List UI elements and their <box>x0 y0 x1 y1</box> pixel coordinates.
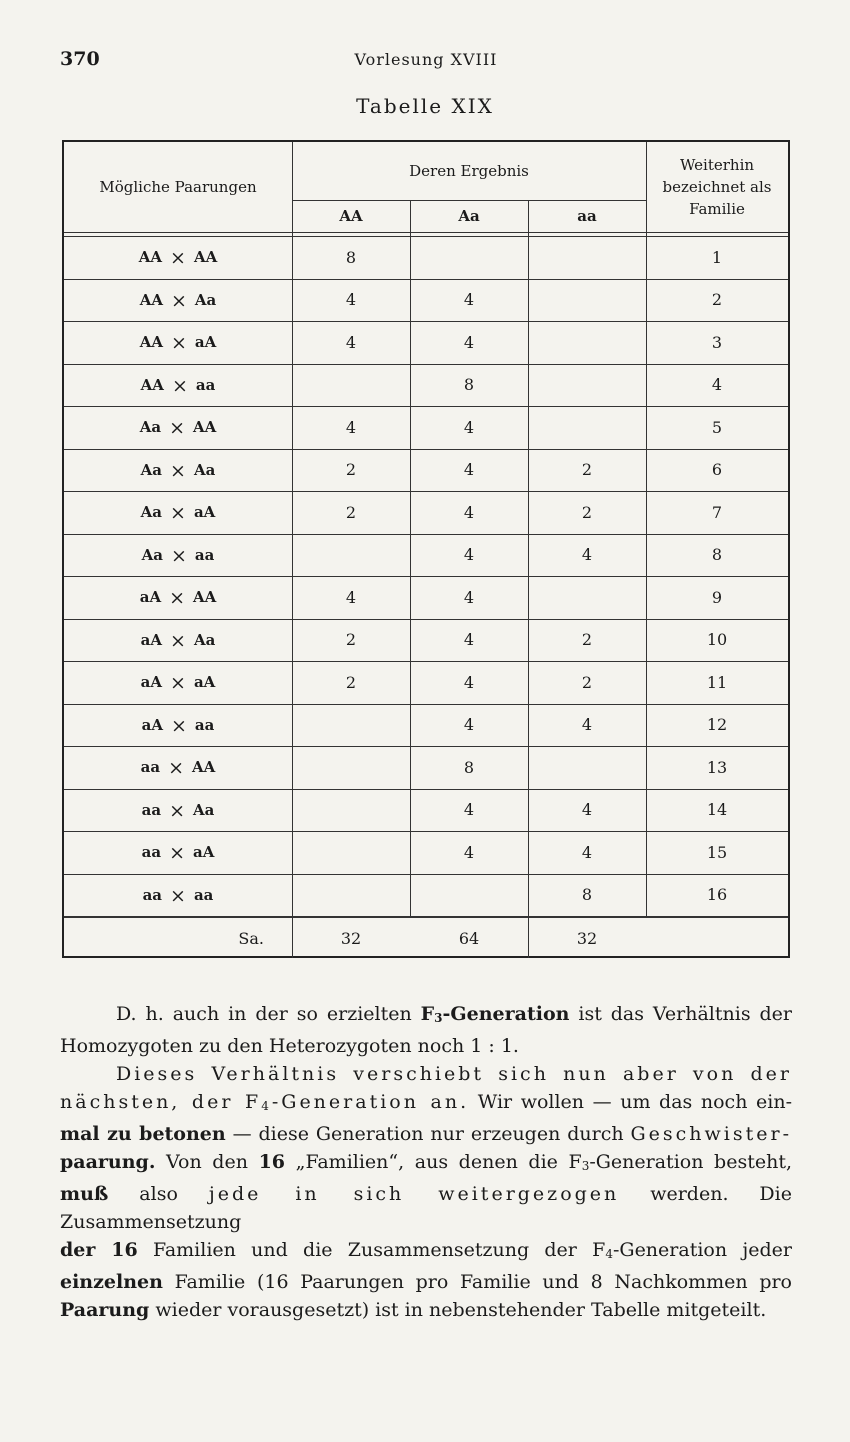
cell-aa <box>528 406 646 449</box>
cell-aa: 4 <box>581 715 593 735</box>
parent-1: aA <box>141 715 163 734</box>
paragraph-2-line-7: einzelnen Familie (16 Paarungen pro Familie und 8 Nachkommen pro <box>60 1271 792 1293</box>
pairing-cell <box>64 279 292 322</box>
pairing-cell <box>64 704 292 747</box>
body-text <box>60 1000 792 1324</box>
parent-1: aA <box>140 630 163 649</box>
parent-2: Aa <box>193 460 216 479</box>
cross-symbol: × <box>169 799 185 822</box>
subheader-aa: aa <box>577 207 597 225</box>
cell-family: 2 <box>711 290 723 310</box>
cell-aa: 2 <box>581 460 593 480</box>
cell-Aa: 4 <box>463 502 475 522</box>
parent-2: Aa <box>194 290 217 309</box>
cell-Aa: 4 <box>463 290 475 310</box>
paragraph-2-line-1: Dieses Verhältnis verschiebt sich nun aber von der <box>116 1063 792 1085</box>
cell-AA: 8 <box>345 247 357 267</box>
paragraph-1-line-1: D. h. auch in der so erzielten $F_3$-Generation ist das Verhältnis der <box>116 1003 792 1025</box>
cell-AA <box>292 874 410 917</box>
parent-2: aa <box>194 715 215 734</box>
cross-symbol: × <box>170 629 186 652</box>
pairing-cell <box>64 874 292 917</box>
subheader-Aa: Aa <box>458 207 480 225</box>
pairing-cell <box>64 364 292 407</box>
cell-family: 15 <box>706 842 728 862</box>
sum-Aa: 64 <box>458 928 480 948</box>
pairing-cell <box>64 321 292 364</box>
pairing-cell <box>64 576 292 619</box>
pairing-cell <box>64 619 292 662</box>
cell-aa: 4 <box>581 545 593 565</box>
parent-2: AA <box>192 758 216 777</box>
parent-2: aA <box>193 843 215 862</box>
parent-2: AA <box>193 248 218 267</box>
cell-Aa: 4 <box>463 715 475 735</box>
pairing-cell <box>64 406 292 449</box>
cell-family: 6 <box>711 460 723 480</box>
cell-aa <box>528 321 646 364</box>
cell-aa <box>528 236 646 279</box>
cell-AA <box>292 704 410 747</box>
parent-1: AA <box>138 248 163 267</box>
cell-AA: 2 <box>345 672 357 692</box>
cell-AA <box>292 831 410 874</box>
cell-family: 9 <box>711 587 723 607</box>
cell-Aa: 4 <box>463 545 475 565</box>
header-family-line1: Weiterhin <box>679 156 755 174</box>
header-family <box>646 146 788 228</box>
parent-2: aA <box>193 673 216 692</box>
cross-symbol: × <box>170 544 187 567</box>
parent-1: aA <box>139 588 162 607</box>
cross-symbol: × <box>170 884 186 907</box>
header-family-line3: Familie <box>689 200 745 218</box>
cell-AA: 2 <box>345 630 357 650</box>
cross-symbol: × <box>171 332 187 355</box>
paragraph-2-line-4: paarung. Von den 16 „Familien“, aus denen die $F_3$-Generation besteht, <box>60 1151 792 1173</box>
parent-1: aa <box>141 843 162 862</box>
pairing-cell <box>64 661 292 704</box>
cell-aa: 2 <box>581 672 593 692</box>
parent-2: Aa <box>193 800 215 819</box>
cell-family: 5 <box>711 417 723 437</box>
paragraph-2-line-8: Paarung wieder vorausgesetzt) ist in nebenstehender Tabelle mitgeteilt. <box>60 1299 767 1321</box>
cell-aa: 2 <box>581 630 593 650</box>
cell-family: 14 <box>706 800 728 820</box>
sum-aa: 32 <box>576 928 598 948</box>
cell-Aa: 4 <box>463 842 475 862</box>
subheader-AA: AA <box>339 207 363 225</box>
cell-family: 13 <box>706 757 728 777</box>
parent-1: aa <box>142 885 163 904</box>
cell-family: 4 <box>711 375 723 395</box>
sum-label: Sa. <box>238 928 264 948</box>
parent-2: aa <box>194 545 215 564</box>
parent-2: aA <box>194 333 217 352</box>
cell-family: 12 <box>706 715 728 735</box>
cell-aa: 8 <box>581 885 593 905</box>
cell-family: 7 <box>711 502 723 522</box>
pairing-cell <box>64 491 292 534</box>
pairing-cell <box>64 534 292 577</box>
cell-AA: 4 <box>345 290 357 310</box>
running-head: Vorlesung XVIII <box>354 50 498 69</box>
cell-Aa: 8 <box>463 757 475 777</box>
cell-aa <box>528 746 646 789</box>
header-family-line2: bezeichnet als <box>662 178 772 196</box>
cell-AA <box>292 746 410 789</box>
cell-aa <box>528 279 646 322</box>
cross-symbol: × <box>170 672 186 695</box>
cell-family: 1 <box>711 247 723 267</box>
page-number: 370 <box>60 48 100 70</box>
cell-family: 3 <box>711 332 723 352</box>
cell-Aa: 4 <box>463 587 475 607</box>
cell-Aa: 8 <box>463 375 475 395</box>
cross-symbol: × <box>169 842 185 865</box>
cell-AA: 4 <box>345 332 357 352</box>
cross-symbol: × <box>171 289 187 312</box>
sum-AA: 32 <box>340 928 362 948</box>
paragraph-2-line-2: nächsten, der $F_4$-Generation an. Wir wollen — um das noch ein- <box>60 1091 793 1113</box>
cross-symbol: × <box>170 714 187 737</box>
pairing-cell <box>64 236 292 279</box>
parent-1: AA <box>139 333 163 352</box>
cross-symbol: × <box>171 374 188 397</box>
parent-1: aA <box>140 673 163 692</box>
pairing-cell <box>64 449 292 492</box>
parent-1: Aa <box>139 418 162 437</box>
cell-aa: 4 <box>581 842 593 862</box>
header-result: Deren Ergebnis <box>409 162 529 180</box>
paragraph-2-line-5: muß also jede in sich weitergezogen werden. Die Zusammensetzung <box>60 1183 792 1233</box>
paragraph-2-line-3: mal zu betonen — diese Generation nur erzeugen durch Geschwister- <box>60 1123 792 1145</box>
cell-AA <box>292 364 410 407</box>
cross-symbol: × <box>169 417 185 440</box>
parent-1: Aa <box>140 460 163 479</box>
parent-2: AA <box>193 588 217 607</box>
cross-symbol: × <box>170 247 186 270</box>
cell-family: 8 <box>711 545 723 565</box>
cell-Aa: 4 <box>463 630 475 650</box>
cell-Aa: 4 <box>463 672 475 692</box>
parent-2: aa <box>195 375 216 394</box>
table-title: Tabelle XIX <box>356 94 494 118</box>
cell-family: 16 <box>706 885 728 905</box>
cell-AA <box>292 534 410 577</box>
parent-1: AA <box>139 290 163 309</box>
parent-1: aa <box>141 800 162 819</box>
cell-Aa <box>410 874 528 917</box>
cell-aa: 2 <box>581 502 593 522</box>
parent-2: aA <box>193 503 216 522</box>
cell-AA <box>292 789 410 832</box>
cell-Aa: 4 <box>463 800 475 820</box>
cell-aa <box>528 576 646 619</box>
parent-1: Aa <box>140 503 163 522</box>
parent-1: aa <box>140 758 161 777</box>
pairing-cell <box>64 789 292 832</box>
data-table <box>62 140 790 958</box>
paragraph-1-line-2: Homozygoten zu den Heterozygoten noch 1 : 1. <box>60 1035 519 1057</box>
cell-aa: 4 <box>581 800 593 820</box>
pairing-cell <box>64 746 292 789</box>
cell-family: 10 <box>706 630 728 650</box>
cell-Aa: 4 <box>463 332 475 352</box>
parent-2: AA <box>193 418 217 437</box>
cell-family: 11 <box>706 672 728 692</box>
cell-AA: 4 <box>345 587 357 607</box>
cross-symbol: × <box>170 502 186 525</box>
paragraph-2-line-6: der 16 Familien und die Zusammensetzung der $F_4$-Generation jeder <box>60 1239 792 1261</box>
cross-symbol: × <box>168 757 185 780</box>
cell-aa <box>528 364 646 407</box>
parent-2: aa <box>193 885 214 904</box>
parent-2: Aa <box>193 630 216 649</box>
cell-Aa: 4 <box>463 417 475 437</box>
cell-AA: 2 <box>345 460 357 480</box>
cell-AA: 4 <box>345 417 357 437</box>
pairing-cell <box>64 831 292 874</box>
cross-symbol: × <box>170 459 186 482</box>
cell-Aa: 4 <box>463 460 475 480</box>
parent-1: AA <box>140 375 164 394</box>
cell-Aa <box>410 236 528 279</box>
header-pairings: Mögliche Paarungen <box>99 178 257 196</box>
parent-1: Aa <box>141 545 163 564</box>
cell-AA: 2 <box>345 502 357 522</box>
cross-symbol: × <box>169 587 185 610</box>
page-header <box>60 48 792 76</box>
